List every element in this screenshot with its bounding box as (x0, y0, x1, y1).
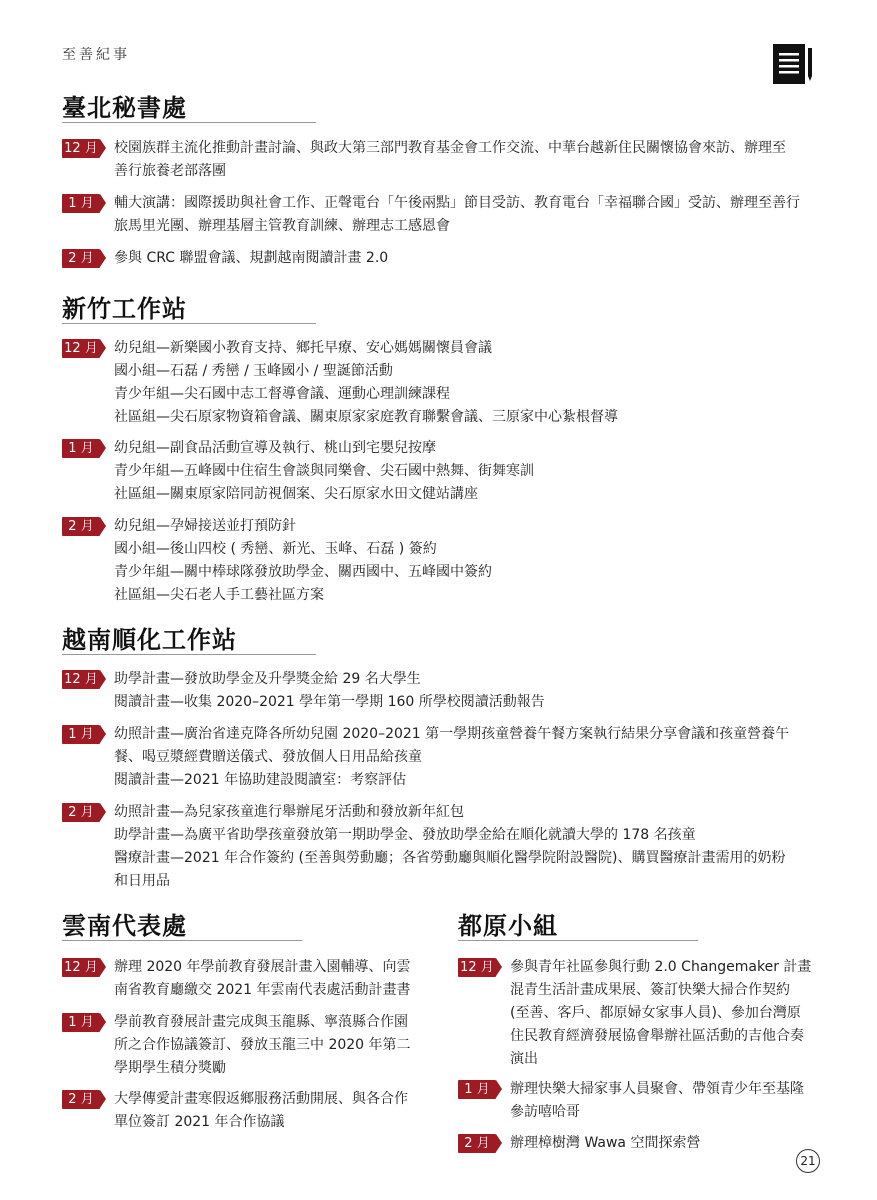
month-badge: 1 月 (62, 725, 100, 744)
section-rule (62, 323, 316, 324)
entry-line: 旅馬里光團、辦理基層主管教育訓練、辦理志工感恩會 (114, 218, 450, 234)
entry-line: 辦理快樂大掃家事人員聚會、帶領青少年至基隆 (510, 1081, 804, 1097)
entry-line: 幼兒組—新樂國小教育支持、鄉托早療、安心媽媽關懷員會議 (114, 340, 492, 356)
entry-line: 醫療計畫—2021 年合作簽約 (至善與勞動廳；各省勞動廳與順化醫學院附設醫院)、購買醫療計畫需用的奶粉 (114, 850, 786, 866)
notebook-pencil-icon (773, 44, 817, 84)
entry-line: 學期學生積分獎勵 (114, 1060, 226, 1076)
entry-line: 青少年組—關中棒球隊發放助學金、關西國中、五峰國中簽約 (114, 564, 492, 580)
entry-line: 國小組—後山四校 ( 秀巒、新光、玉峰、石磊 ) 簽約 (114, 541, 437, 557)
month-badge: 2 月 (62, 249, 100, 268)
entry-line: (至善、客戶、都原婦女家事人員)、參加台灣原 (510, 1005, 801, 1021)
entry-line: 社區組—關東原家陪同訪視個案、尖石原家水田文健站講座 (114, 486, 478, 502)
section-title-hsinchu: 新竹工作站 (62, 294, 187, 323)
section-rule (62, 122, 316, 123)
section-rule (62, 940, 302, 941)
month-badge: 12 月 (62, 139, 100, 158)
entry-line: 幼照計畫—廣治省達克降各所幼兒園 2020–2021 第一學期孩童營養午餐方案執行結果分享會議和孩童營養午 (114, 726, 790, 742)
entry-line: 幼照計畫—為兒家孩童進行舉辦尾牙活動和發放新年紅包 (114, 804, 464, 820)
entry-line: 住民教育經濟發展協會舉辦社區活動的吉他合奏 (510, 1028, 804, 1044)
entry-line: 幼兒組—副食品活動宣導及執行、桃山到宅嬰兒按摩 (114, 440, 436, 456)
entry-line: 演出 (510, 1051, 538, 1067)
entry-line: 青少年組—尖石國中志工督導會議、運動心理訓練課程 (114, 386, 450, 402)
entry-line: 辦理樟樹灣 Wawa 空間探索營 (510, 1135, 701, 1151)
month-badge: 2 月 (62, 1090, 100, 1109)
entry-line: 閱讀計畫—收集 2020–2021 學年第一學期 160 所學校閱讀活動報告 (114, 694, 545, 710)
running-header: 至善紀事 (62, 47, 130, 63)
month-badge: 1 月 (62, 1013, 100, 1032)
section-title-urban-indigenous: 都原小組 (458, 911, 558, 940)
section-title-taipei: 臺北秘書處 (62, 93, 187, 122)
entry-line: 和日用品 (114, 873, 170, 889)
entry-line: 善行旅養老部落團 (114, 163, 226, 179)
month-badge: 12 月 (458, 958, 496, 977)
entry-line: 參訪嘻哈哥 (510, 1104, 580, 1120)
entry-line: 大學傳愛計畫寒假返鄉服務活動開展、與各合作 (114, 1091, 408, 1107)
month-badge: 2 月 (62, 803, 100, 822)
entry-line: 參與 CRC 聯盟會議、規劃越南閱讀計畫 2.0 (114, 250, 389, 266)
entry-line: 南省教育廳繳交 2021 年雲南代表處活動計畫書 (114, 982, 411, 998)
month-badge: 12 月 (62, 339, 100, 358)
page-number: 21 (796, 1149, 820, 1173)
section-title-yunnan: 雲南代表處 (62, 911, 187, 940)
entry-line: 辦理 2020 年學前教育發展計畫入園輔導、向雲 (114, 959, 411, 975)
entry-line: 混青生活計畫成果展、簽訂快樂大掃合作契約 (510, 982, 790, 998)
entry-line: 閱讀計畫—2021 年協助建設閱讀室：考察評估 (114, 772, 407, 788)
entry-line: 校園族群主流化推動計畫討論、與政大第三部門教育基金會工作交流、中華台越新住民關懷協會來訪、辦理至 (114, 140, 786, 156)
entry-line: 助學計畫—發放助學金及升學獎金給 29 名大學生 (114, 671, 421, 687)
entry-line: 社區組—尖石原家物資箱會議、關東原家家庭教育聯繫會議、三原家中心紮根督導 (114, 409, 618, 425)
section-title-vietnam: 越南順化工作站 (62, 625, 237, 654)
entry-line: 學前教育發展計畫完成與玉龍縣、寧蒗縣合作園 (114, 1014, 408, 1030)
entry-line: 參與青年社區參與行動 2.0 Changemaker 計畫 (510, 959, 812, 975)
entry-line: 助學計畫—為廣平省助學孩童發放第一期助學金、發放助學金給在順化就讀大學的 178 名孩童 (114, 827, 696, 843)
month-badge: 1 月 (62, 194, 100, 213)
month-badge: 2 月 (458, 1134, 496, 1153)
entry-line: 青少年組—五峰國中住宿生會談與同樂會、尖石國中熱舞、街舞寒訓 (114, 463, 534, 479)
section-rule (62, 654, 316, 655)
month-badge: 1 月 (458, 1080, 496, 1099)
entry-line: 國小組—石磊 / 秀巒 / 玉峰國小 / 聖誕節活動 (114, 363, 393, 379)
month-badge: 12 月 (62, 958, 100, 977)
section-rule (458, 940, 698, 941)
entry-line: 單位簽訂 2021 年合作協議 (114, 1114, 285, 1130)
entry-line: 餐、喝豆漿經費贈送儀式、發放個人日用品給孩童 (114, 749, 422, 765)
entry-line: 社區組—尖石老人手工藝社區方案 (114, 587, 324, 603)
month-badge: 12 月 (62, 670, 100, 689)
entry-line: 幼兒組—孕婦接送並打預防針 (114, 518, 296, 534)
month-badge: 1 月 (62, 439, 100, 458)
entry-line: 輔大演講：國際援助與社會工作、正聲電台「午後兩點」節目受訪、教育電台「幸福聯合國」受訪、辦理至善行 (114, 195, 800, 211)
month-badge: 2 月 (62, 517, 100, 536)
entry-line: 所之合作協議簽訂、發放玉龍三中 2020 年第二 (114, 1037, 411, 1053)
